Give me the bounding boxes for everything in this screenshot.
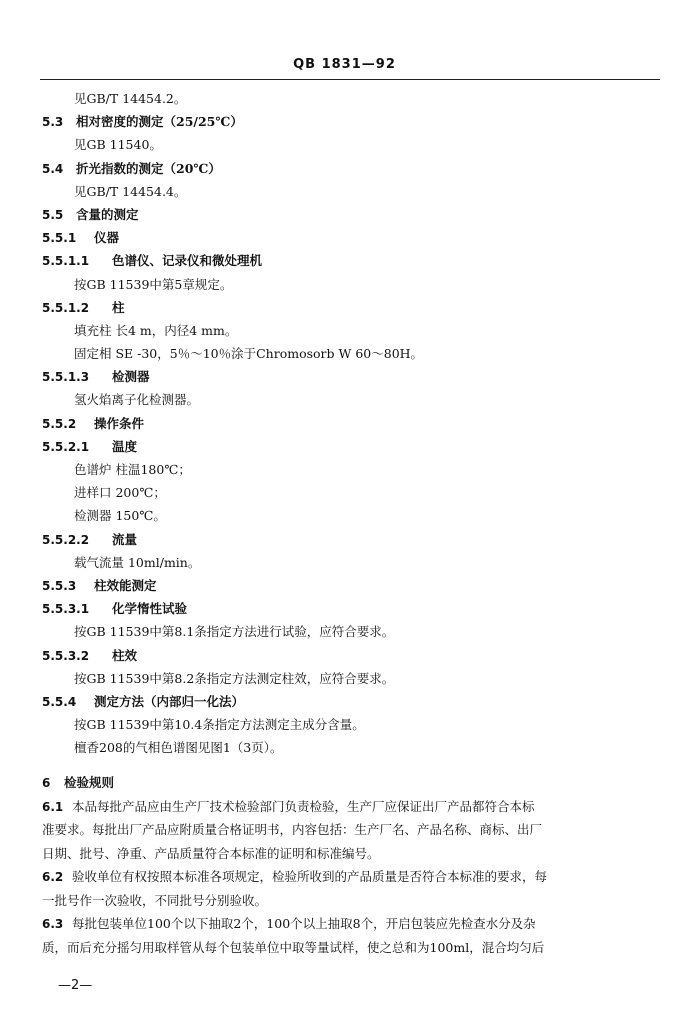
paragraph-text: 每批包装单位100个以下抽取2个，100个以上抽取8个，开启包装应先检查水分及杂 bbox=[72, 916, 536, 932]
paragraph-text: 质，而后充分摇匀用取样管从每个包装单位中取等量试样，使之总和为100ml，混合均匀后 bbox=[42, 939, 545, 955]
section-title: 含量的测定 bbox=[76, 206, 139, 222]
body-line: 见GB 11540。 bbox=[74, 137, 162, 153]
body-line: 按GB 11539中第10.4条指定方法测定主成分含量。 bbox=[74, 717, 365, 733]
section-title: 化学惰性试验 bbox=[112, 601, 188, 617]
clause-paragraph bbox=[42, 865, 662, 912]
section-6-number: 6 bbox=[42, 776, 51, 791]
paragraph-line bbox=[42, 842, 662, 866]
section-title: 色谱仪、记录仪和微处理机 bbox=[112, 253, 263, 269]
paragraph-text: 准要求。每批出厂产品应附质量合格证明书，内容包括：生产厂名、产品名称、商标、出厂 bbox=[42, 822, 543, 838]
body-line: 见GB/T 14454.4。 bbox=[74, 183, 187, 199]
section-gap bbox=[42, 759, 662, 771]
section-heading bbox=[42, 644, 662, 667]
section-title: 测定方法（内部归一化法） bbox=[94, 693, 245, 709]
section-heading bbox=[42, 157, 662, 180]
section-heading bbox=[42, 435, 662, 458]
section-title: 操作条件 bbox=[94, 415, 145, 431]
body-line: 檀香208的气相色谱图见图1（3页）。 bbox=[74, 740, 283, 756]
paragraph-line bbox=[42, 818, 662, 842]
section-title: 检测器 bbox=[112, 369, 150, 385]
section-number: 5.5.1.1 bbox=[42, 254, 90, 269]
section-heading bbox=[42, 110, 662, 133]
paragraph-text: 一批号作一次验收，不同批号分别验收。 bbox=[42, 892, 268, 908]
standard-code-header: QB 1831—92 bbox=[293, 57, 396, 72]
section-number: 5.5.3.1 bbox=[42, 602, 90, 617]
clause-paragraph bbox=[42, 795, 662, 866]
clause-number: 6.3 bbox=[42, 917, 64, 932]
header-rule bbox=[40, 79, 660, 80]
section-number: 5.5.2.1 bbox=[42, 439, 90, 454]
body-line: 载气流量 10ml/min。 bbox=[74, 554, 201, 570]
paragraph-text: 验收单位有权按照本标准各项规定，检验所收到的产品质量是否符合本标准的要求，每 bbox=[72, 869, 548, 885]
section-number: 5.5.3 bbox=[42, 578, 77, 593]
section-title: 温度 bbox=[112, 438, 138, 454]
paragraph-line bbox=[42, 936, 662, 960]
section-number: 5.3 bbox=[42, 115, 64, 130]
paragraph-line bbox=[42, 865, 662, 889]
section-number: 5.4 bbox=[42, 161, 64, 176]
section-heading bbox=[42, 226, 662, 249]
section-title: 折光指数的测定（20℃） bbox=[76, 160, 221, 176]
body-line: 进样口 200℃； bbox=[74, 485, 166, 501]
section-number: 5.5.4 bbox=[42, 694, 77, 709]
section-number: 5.5.1.3 bbox=[42, 370, 90, 385]
section-heading bbox=[42, 574, 662, 597]
body-line: 按GB 11539中第5章规定。 bbox=[74, 276, 233, 292]
paragraph-line bbox=[42, 889, 662, 913]
body-line: 检测器 150℃。 bbox=[74, 508, 166, 524]
section-number: 5.5.1.2 bbox=[42, 300, 90, 315]
paragraph-line bbox=[42, 912, 662, 936]
section-5-lines bbox=[42, 87, 662, 759]
section-title: 柱 bbox=[112, 299, 125, 315]
clause-paragraph bbox=[42, 912, 662, 959]
section-heading bbox=[42, 296, 662, 319]
body-line: 氢火焰离子化检测器。 bbox=[74, 392, 200, 408]
section-title: 仪器 bbox=[94, 230, 120, 246]
section-heading bbox=[42, 249, 662, 272]
section-number: 5.5.3.2 bbox=[42, 648, 90, 663]
section-title: 相对密度的测定（25/25℃） bbox=[76, 114, 243, 130]
paragraph-line bbox=[42, 795, 662, 819]
body-line: 按GB 11539中第8.1条指定方法进行试验，应符合要求。 bbox=[74, 624, 395, 640]
paragraph-text: 本品每批产品应由生产厂技术检验部门负责检验，生产厂应保证出厂产品都符合本标 bbox=[72, 798, 535, 814]
section-number: 5.5 bbox=[42, 207, 64, 222]
section-heading bbox=[42, 203, 662, 226]
section-title: 柱效 bbox=[112, 647, 138, 663]
section-heading bbox=[42, 690, 662, 713]
body-line: 色谱炉 柱温180℃； bbox=[74, 462, 191, 477]
section-6-title: 检验规则 bbox=[64, 775, 115, 791]
section-6-heading bbox=[42, 771, 662, 794]
section-6-paragraphs bbox=[42, 795, 662, 960]
body-line: 按GB 11539中第8.2条指定方法测定柱效，应符合要求。 bbox=[74, 670, 395, 686]
section-number: 5.5.1 bbox=[42, 231, 77, 246]
clause-number: 6.1 bbox=[42, 799, 64, 814]
section-heading bbox=[42, 412, 662, 435]
section-heading bbox=[42, 597, 662, 620]
body-line: 填充柱 长4 m，内径4 mm。 bbox=[74, 322, 238, 338]
document-body bbox=[42, 87, 662, 959]
section-title: 柱效能测定 bbox=[94, 577, 157, 593]
section-heading bbox=[42, 528, 662, 551]
body-line: 见GB/T 14454.2。 bbox=[74, 91, 187, 106]
body-line: 固定相 SE -30，5％～10％涂于Chromosorb W 60～80H。 bbox=[74, 346, 424, 362]
page-number: —2— bbox=[58, 978, 93, 993]
section-heading bbox=[42, 365, 662, 388]
section-title: 流量 bbox=[112, 531, 138, 547]
section-number: 5.5.2.2 bbox=[42, 532, 90, 547]
paragraph-text: 日期、批号、净重、产品质量符合本标准的证明和标准编号。 bbox=[42, 845, 380, 861]
section-number: 5.5.2 bbox=[42, 416, 77, 431]
clause-number: 6.2 bbox=[42, 870, 64, 885]
